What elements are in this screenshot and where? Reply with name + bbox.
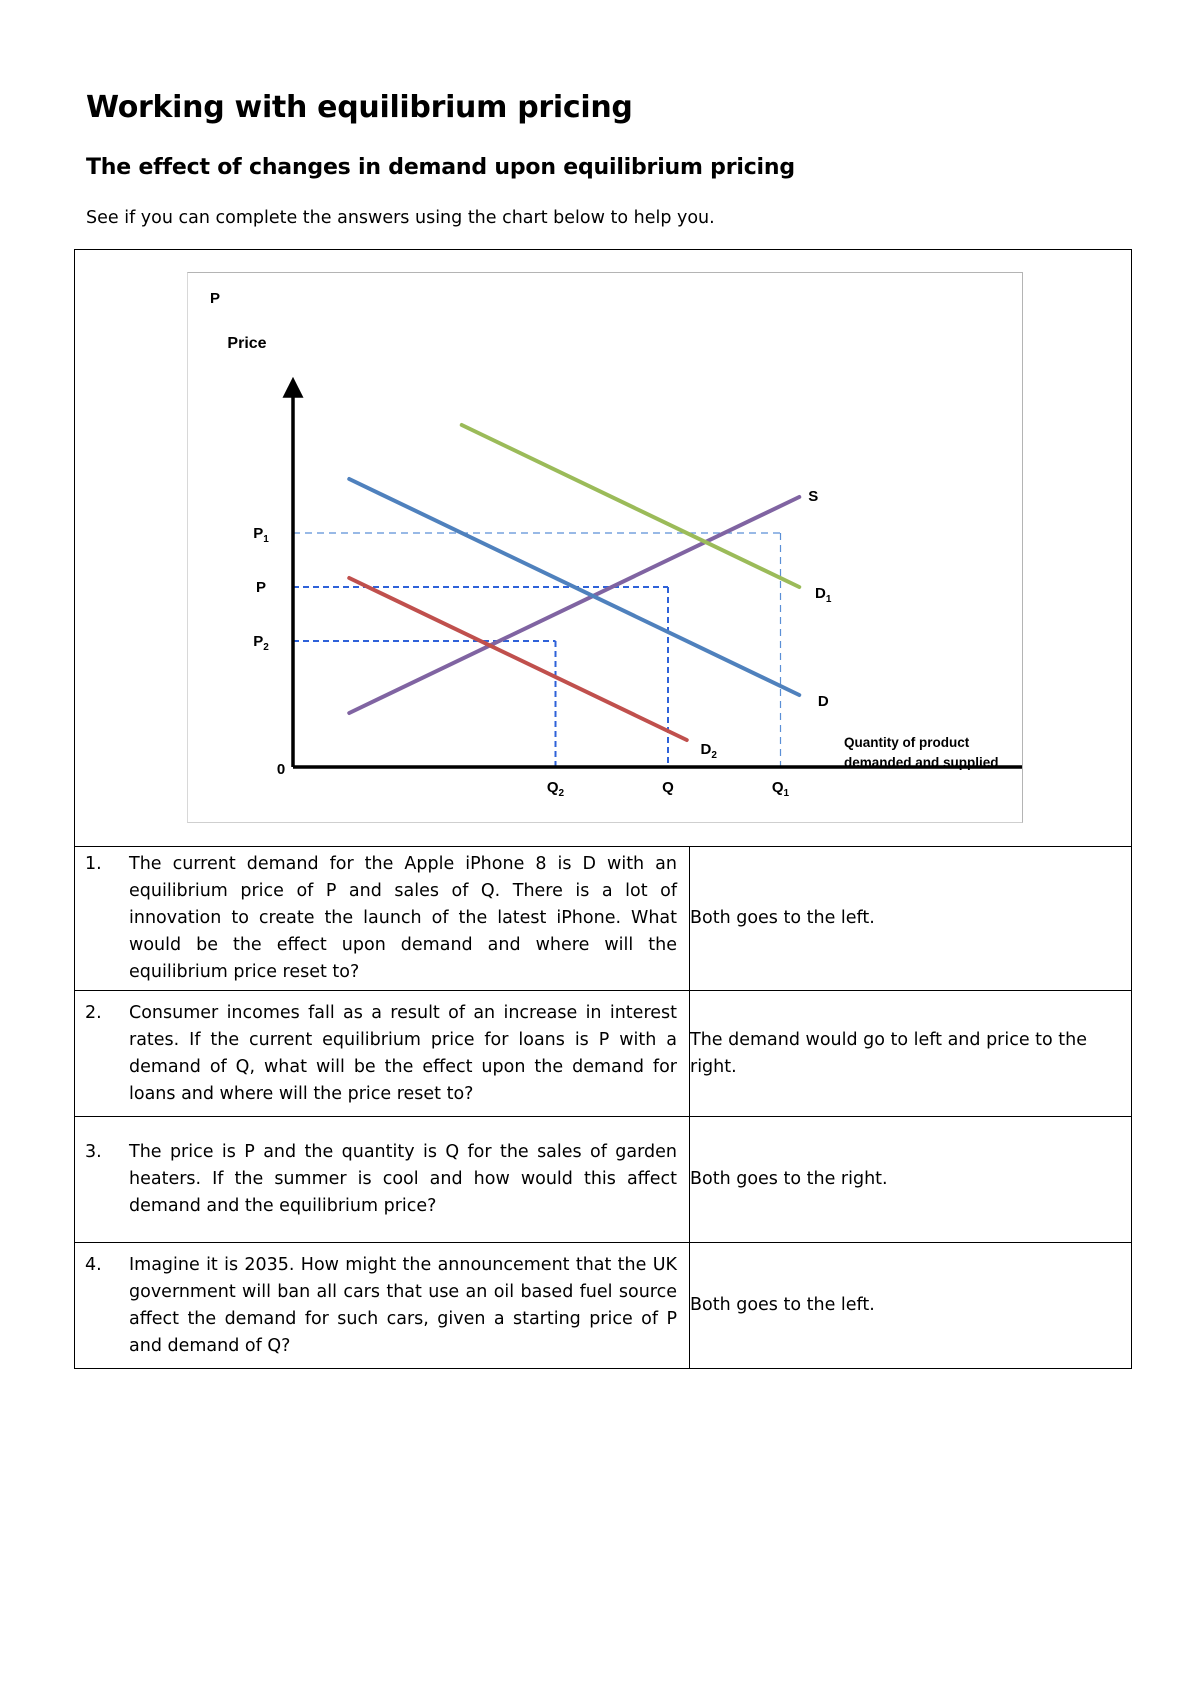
x-axis-label: demanded and supplied [844,755,999,770]
y-axis-label: Price [227,335,267,352]
question-number: 3. [85,1142,102,1162]
page-title: Working with equilibrium pricing [86,90,633,125]
x-tick-label: Q [662,779,674,796]
answer-text: Both goes to the left. [690,847,1132,991]
question-text: The price is P and the quantity is Q for the sales of garden heaters. If the summer is cool and how would this affect demand and the equilibrium price? [129,1142,677,1216]
chart-frame [187,272,1023,823]
question-cell [75,991,690,1117]
series-label-d1: $D_1$ [815,585,832,605]
origin-label: 0 [276,761,286,778]
curve-d2 [349,578,687,740]
y-tick-label: $P_1$ [253,525,269,545]
question-number: 2. [85,1002,102,1023]
series-label-s: S [808,488,819,505]
page-subtitle: The effect of changes in demand upon equilibrium pricing [86,155,795,180]
series-label-d: D [817,693,829,710]
worksheet-table [74,249,1132,1369]
x-tick-label: $Q_1$ [771,779,790,799]
question-number: 4. [85,1254,102,1275]
question-text: Consumer incomes fall as a result of an increase in interest rates. If the current equilibrium price for loans is P with a demand of Q, what will be the effect upon the demand for loans and where will the price reset to? [129,1002,677,1104]
chart-corner-label: P [209,290,221,307]
answer-text: The demand would go to left and price to the right. [690,991,1132,1117]
page-intro: See if you can complete the answers using the chart below to help you. [86,208,715,228]
question-cell [75,1117,690,1243]
x-axis-label: Quantity of product [844,735,970,750]
question-row [75,991,1132,1117]
chart-cell [75,250,1132,847]
curve-s [349,497,799,713]
question-text: Imagine it is 2035. How might the announcement that the UK government will ban all cars that use an oil based fuel source affect the demand for such cars, given a starting price of P and demand of Q? [129,1254,677,1356]
y-tick-label: P [255,579,267,596]
question-number: 1. [85,854,102,874]
x-tick-label: $Q_2$ [546,779,565,799]
question-cell [75,847,690,991]
curve-d1 [462,425,800,587]
question-row [75,847,1132,991]
question-text: The current demand for the Apple iPhone 8 is D with an equilibrium price of P and sales of Q. There is a lot of innovation to create the launch of the latest iPhone. What would be the effect upon demand and where will the equilibrium price reset to? [129,854,677,982]
y-tick-label: $P_2$ [253,633,269,653]
answer-text: Both goes to the left. [690,1243,1132,1369]
answer-text: Both goes to the right. [690,1117,1132,1243]
question-row [75,1243,1132,1369]
question-cell [75,1243,690,1369]
question-row [75,1117,1132,1243]
series-label-d2: $D_2$ [700,741,717,761]
equilibrium-chart [188,273,1022,822]
